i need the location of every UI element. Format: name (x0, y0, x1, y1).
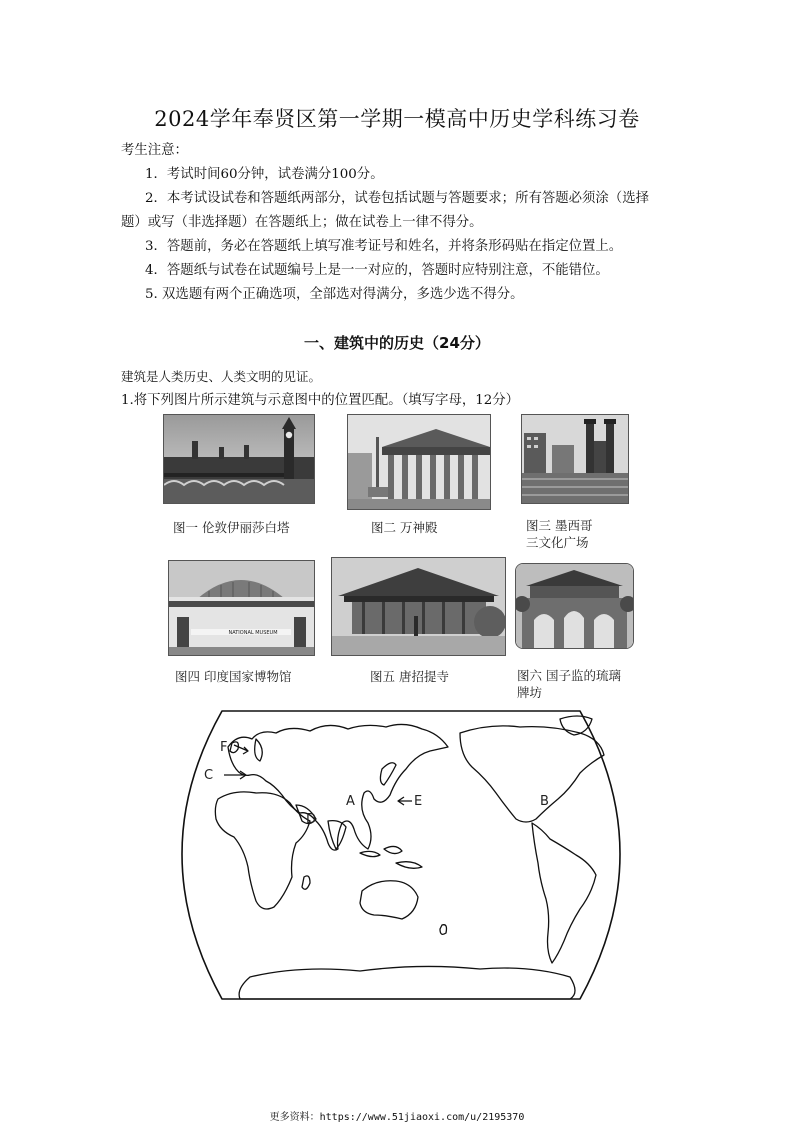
figure-2-caption: 图二 万神殿 (371, 520, 438, 535)
notice-heading: 考生注意： (121, 143, 188, 158)
figure-4-caption: 图四 印度国家博物馆 (175, 669, 292, 684)
map-label-a: A (346, 794, 355, 809)
section-title: 一、建筑中的历史（24分） (304, 334, 490, 352)
figure-3-image (521, 414, 629, 504)
figure-3-caption-line1: 图三 墨西哥 (526, 518, 593, 533)
notice-item-2: 2．本考试设试卷和答题纸两部分，试卷包括试题与答题要求；所有答题必须涂（选择 (145, 191, 649, 206)
figure-1-caption: 图一 伦敦伊丽莎白塔 (173, 520, 290, 535)
notice-item-4: 4．答题纸与试卷在试题编号上是一一对应的，答题时应特别注意，不能错位。 (145, 263, 609, 278)
figure-6-caption-line1: 图六 国子监的琉璃 (517, 668, 621, 683)
figure-4-image (168, 560, 315, 656)
figure-1-image (163, 414, 315, 504)
footer-link[interactable]: 更多资料：https://www.51jiaoxi.com/u/2195370 (269, 1112, 525, 1123)
notice-item-3: 3．答题前，务必在答题纸上填写准考证号和姓名，并将条形码贴在指定位置上。 (145, 239, 623, 254)
section-intro: 建筑是人类历史、人类文明的见证。 (121, 369, 322, 384)
map-label-f: F (220, 740, 228, 755)
page-title: 2024学年奉贤区第一学期一模高中历史学科练习卷 (154, 107, 640, 131)
map-label-d: D (306, 812, 317, 827)
figure-3-caption-line2: 三文化广场 (526, 535, 589, 550)
map-label-c: C (204, 768, 214, 783)
map-label-b: B (540, 794, 549, 809)
figure-6-caption-line2: 牌坊 (517, 685, 543, 700)
world-map (160, 703, 650, 1005)
notice-item-5: 5. 双选题有两个正确选项，全部选对得满分，多选少选不得分。 (145, 287, 524, 302)
notice-item-2-cont: 题）或写（非选择题）在答题纸上；做在试卷上一律不得分。 (121, 215, 483, 230)
map-label-e: E (414, 794, 423, 809)
museum-sign-text: NATIONAL MUSEUM (228, 630, 278, 636)
question-text: 1.将下列图片所示建筑与示意图中的位置匹配。（填写字母，12分） (121, 393, 520, 408)
figure-6-image (515, 563, 634, 649)
figure-2-image (347, 414, 491, 510)
figure-5-image (331, 557, 506, 656)
figure-5-caption: 图五 唐招提寺 (370, 669, 449, 684)
notice-item-1: 1．考试时间60分钟，试卷满分100分。 (145, 167, 384, 182)
